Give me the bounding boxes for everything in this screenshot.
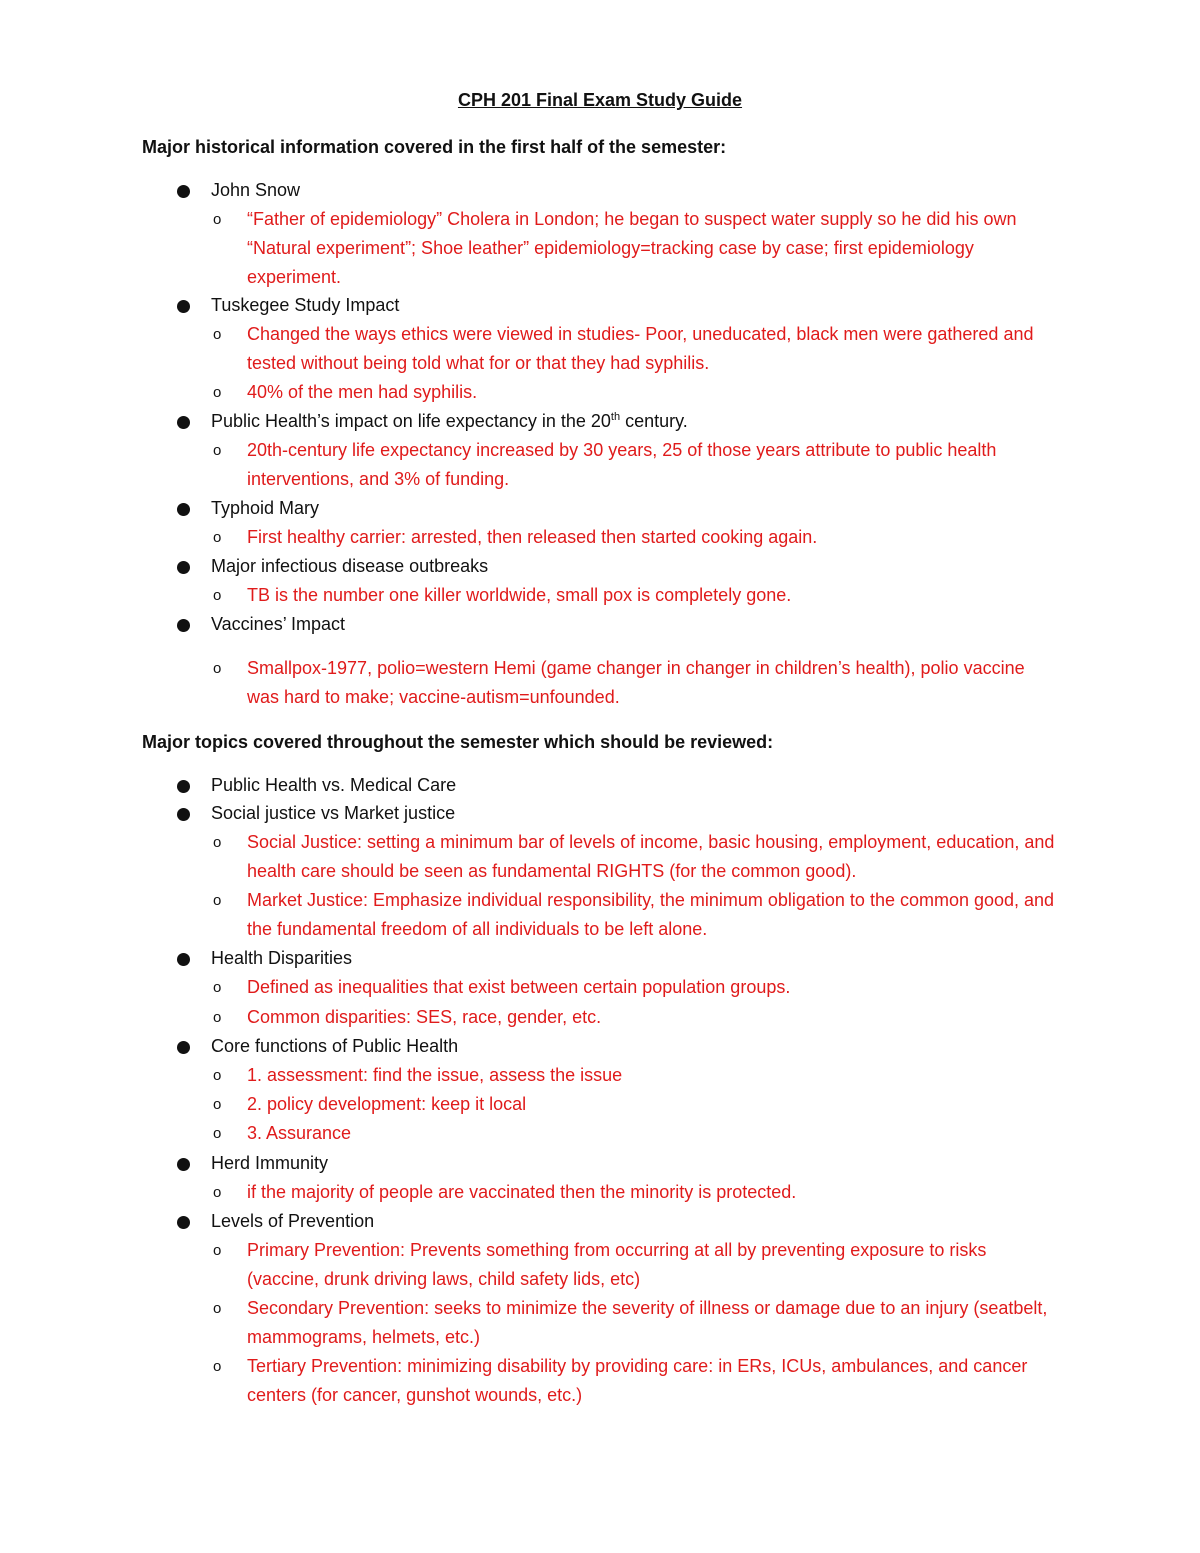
circle-marker-icon: o [213, 660, 222, 677]
bullet-icon [177, 1041, 190, 1054]
circle-marker-icon: o [213, 587, 222, 604]
bullet-icon [177, 503, 190, 516]
bullet-icon [177, 780, 190, 793]
list-item-label: Public Health vs. Medical Care [211, 775, 457, 795]
sub-list-item-text: 1. assessment: find the issue, assess the issue [247, 1065, 623, 1085]
section-heading-history: Major historical information covered in the first half of the semester: [142, 137, 727, 157]
sub-list-item-text: Primary Prevention: Prevents something from occurring at all by preventing exposure to risks (vaccine, drunk driving laws, child safety lids, etc) [247, 1240, 987, 1289]
bullet-icon [177, 808, 190, 821]
sub-list-item-text: 2. policy development: keep it local [247, 1094, 527, 1114]
list-item-label: Core functions of Public Health [211, 1036, 459, 1056]
sub-list-item-text: 40% of the men had syphilis. [247, 382, 478, 402]
sub-list-item-text: Smallpox-1977, polio=western Hemi (game changer in changer in children’s health), polio vaccine was hard to make; vaccine-autism=unfounded. [247, 658, 1025, 707]
sub-list-item-text: “Father of epidemiology” Cholera in London; he began to suspect water supply so he did his own “Natural experiment”; Shoe leather” epidemiology=tracking case by case; first epidemiology experiment. [247, 209, 1017, 287]
sub-list-item-text: Secondary Prevention: seeks to minimize the severity of illness or damage due to an injury (seatbelt, mammograms, helmets, etc.) [247, 1298, 1048, 1347]
sub-list-item-text: if the majority of people are vaccinated then the minority is protected. [247, 1182, 797, 1202]
sub-list-item-text: Changed the ways ethics were viewed in studies- Poor, uneducated, black men were gathered and tested without being told what for or that they had syphilis. [247, 324, 1034, 373]
sub-list-item-text: Market Justice: Emphasize individual responsibility, the minimum obligation to the common good, and the fundamental freedom of all individuals to be left alone. [247, 890, 1055, 939]
bullet-icon [177, 1216, 190, 1229]
list-item-label: Social justice vs Market justice [211, 803, 456, 823]
circle-marker-icon: o [213, 326, 222, 343]
circle-marker-icon: o [213, 1358, 222, 1375]
list-item-label: Typhoid Mary [211, 498, 320, 518]
sub-list-item-text: Tertiary Prevention: minimizing disability by providing care: in ERs, ICUs, ambulances, and cancer centers (for cancer, gunshot wounds, etc.) [247, 1356, 1028, 1405]
circle-marker-icon: o [213, 211, 222, 228]
sub-list-item-text: Common disparities: SES, race, gender, etc. [247, 1007, 602, 1027]
list-item-label: Tuskegee Study Impact [211, 295, 400, 315]
circle-marker-icon: o [213, 1242, 222, 1259]
list-item-label: Health Disparities [211, 948, 353, 968]
circle-marker-icon: o [213, 529, 222, 546]
circle-marker-icon: o [213, 834, 222, 851]
sub-list-item-text: 20th-century life expectancy increased by 30 years, 25 of those years attribute to public health interventions, and 3% of funding. [247, 440, 997, 489]
section-heading-topics: Major topics covered throughout the semester which should be reviewed: [142, 732, 774, 752]
bullet-icon [177, 619, 190, 632]
list-item-label: Herd Immunity [211, 1153, 329, 1173]
circle-marker-icon: o [213, 1184, 222, 1201]
circle-marker-icon: o [213, 1125, 222, 1142]
circle-marker-icon: o [213, 1009, 222, 1026]
circle-marker-icon: o [213, 1067, 222, 1084]
page-title: CPH 201 Final Exam Study Guide [457, 90, 743, 110]
bullet-icon [177, 300, 190, 313]
list-item-label: Vaccines’ Impact [211, 614, 346, 634]
list-item-label: Public Health’s impact on life expectancy in the 20th century. [211, 411, 688, 431]
sub-list-item-text: First healthy carrier: arrested, then released then started cooking again. [247, 527, 818, 547]
list-item-label: Major infectious disease outbreaks [211, 556, 489, 576]
bullet-icon [177, 185, 190, 198]
circle-marker-icon: o [213, 384, 222, 401]
bullet-icon [177, 561, 190, 574]
list-item-label: John Snow [211, 180, 301, 200]
sub-list-item-text: 3. Assurance [247, 1123, 352, 1143]
sub-list-item-text: TB is the number one killer worldwide, small pox is completely gone. [247, 585, 792, 605]
circle-marker-icon: o [213, 1096, 222, 1113]
circle-marker-icon: o [213, 892, 222, 909]
circle-marker-icon: o [213, 442, 222, 459]
sub-list-item-text: Defined as inequalities that exist between certain population groups. [247, 977, 791, 997]
bullet-icon [177, 416, 190, 429]
list-item-label: Levels of Prevention [211, 1211, 375, 1231]
circle-marker-icon: o [213, 979, 222, 996]
circle-marker-icon: o [213, 1300, 222, 1317]
sub-list-item-text: Social Justice: setting a minimum bar of levels of income, basic housing, employment, education, and health care should be seen as fundamental RIGHTS (for the common good). [247, 832, 1055, 881]
bullet-icon [177, 1158, 190, 1171]
bullet-icon [177, 953, 190, 966]
